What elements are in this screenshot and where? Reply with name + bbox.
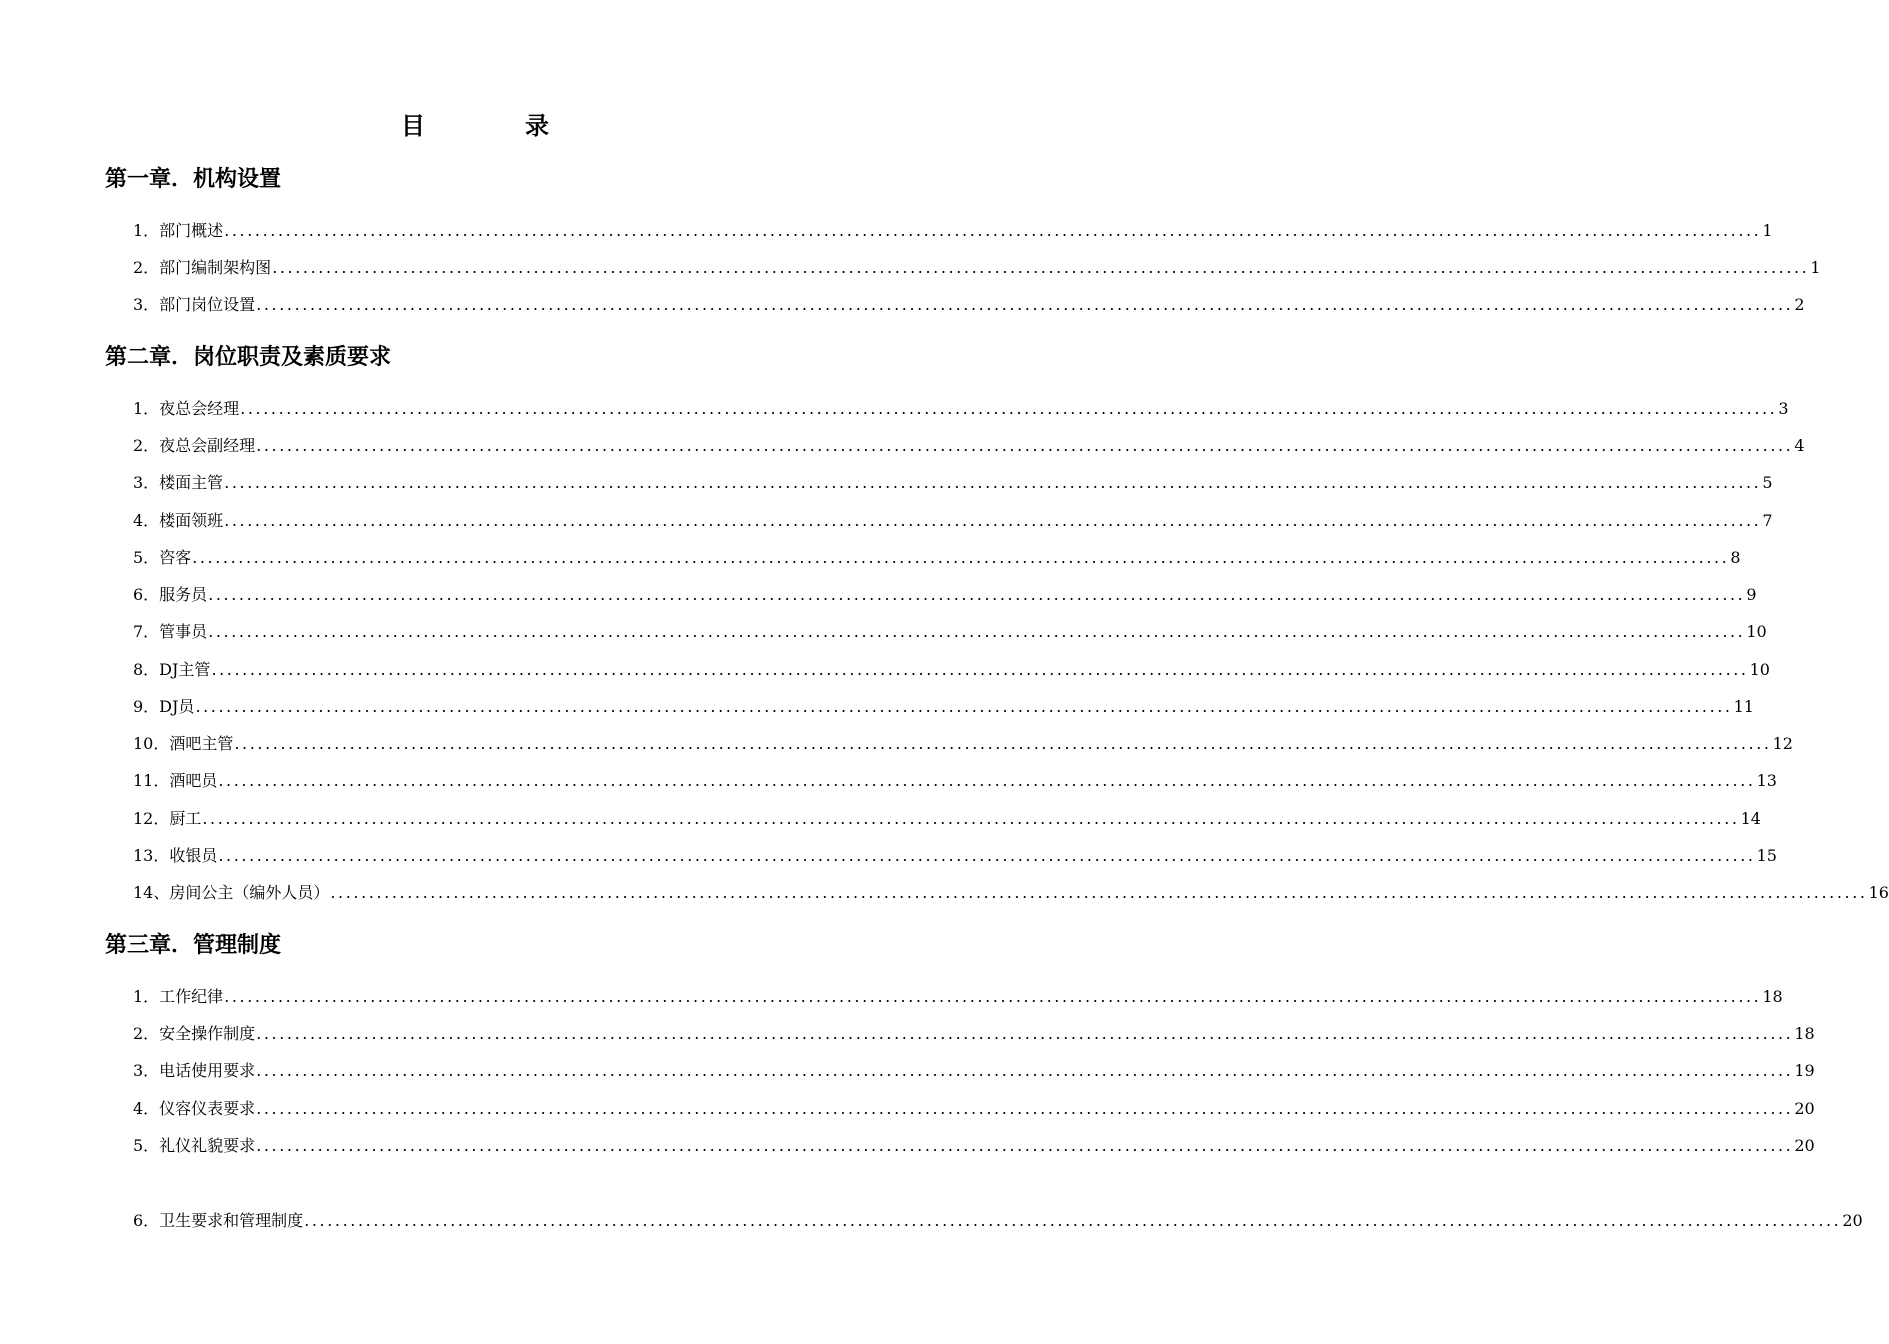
toc-leader: ........................................................................................................................................................................................................ [256, 1099, 1794, 1118]
toc-entry[interactable] [133, 545, 1741, 567]
toc-entry[interactable] [133, 1058, 1815, 1080]
toc-entry-label: 7．管事员 [133, 622, 208, 641]
toc-entry[interactable] [133, 731, 1793, 753]
toc-entry-label: 4．仪容仪表要求 [133, 1099, 256, 1118]
toc-leader: ........................................................................................................................................................................................................ [256, 1136, 1794, 1155]
toc-leader: ........................................................................................................................................................................................................ [224, 221, 1762, 240]
toc-entry-page: 10 [1746, 622, 1767, 641]
toc-entry-label: 1．夜总会经理 [133, 399, 240, 418]
toc-entry-label: 4．楼面领班 [133, 511, 224, 530]
toc-leader: ........................................................................................................................................................................................................ [195, 697, 1733, 716]
toc-leader: ........................................................................................................................................................................................................ [224, 511, 1762, 530]
toc-leader: ........................................................................................................................................................................................................ [208, 622, 1746, 641]
toc-entry[interactable] [133, 1096, 1815, 1118]
toc-leader: ........................................................................................................................................................................................................ [256, 1024, 1794, 1043]
toc-entry[interactable] [133, 396, 1789, 418]
chapter-heading: 第一章．机构设置 [105, 167, 282, 192]
toc-entry[interactable] [133, 880, 1889, 902]
toc-entry-page: 11 [1733, 697, 1754, 716]
toc-entry-page: 18 [1762, 987, 1783, 1006]
toc-entry-label: 8．DJ主管 [133, 660, 211, 679]
toc-entry-page: 4 [1794, 436, 1805, 455]
toc-entry-page: 2 [1794, 295, 1805, 314]
toc-leader: ........................................................................................................................................................................................................ [330, 883, 1868, 902]
toc-entry-page: 1 [1810, 258, 1821, 277]
toc-leader: ........................................................................................................................................................................................................ [272, 258, 1810, 277]
toc-leader: ........................................................................................................................................................................................................ [211, 660, 1749, 679]
toc-entry-label: 1．部门概述 [133, 221, 224, 240]
toc-entry-label: 2．夜总会副经理 [133, 436, 256, 455]
toc-entry[interactable] [133, 582, 1757, 604]
toc-entry-label: 6．服务员 [133, 585, 208, 604]
document-title [0, 106, 950, 141]
toc-entry-page: 10 [1749, 660, 1770, 679]
toc-entry-label: 9．DJ员 [133, 697, 195, 716]
toc-entry[interactable] [133, 768, 1777, 790]
toc-leader: ........................................................................................................................................................................................................ [218, 846, 1756, 865]
toc-entry-page: 20 [1842, 1211, 1863, 1230]
toc-entry-page: 13 [1756, 771, 1777, 790]
toc-entry-page: 8 [1730, 548, 1741, 567]
toc-entry-label: 3．部门岗位设置 [133, 295, 256, 314]
toc-entry-label: 3．楼面主管 [133, 473, 224, 492]
toc-leader: ........................................................................................................................................................................................................ [224, 473, 1762, 492]
toc-entry[interactable] [133, 843, 1777, 865]
toc-entry-label: 2．安全操作制度 [133, 1024, 256, 1043]
chapter-heading: 第二章．岗位职责及素质要求 [105, 345, 392, 370]
toc-entry[interactable] [133, 1133, 1815, 1155]
toc-leader: ........................................................................................................................................................................................................ [256, 1061, 1794, 1080]
toc-leader: ........................................................................................................................................................................................................ [304, 1211, 1842, 1230]
toc-entry-label: 11．酒吧员 [133, 771, 218, 790]
toc-leader: ........................................................................................................................................................................................................ [202, 809, 1740, 828]
toc-entry-label: 12．厨工 [133, 809, 202, 828]
toc-entry[interactable] [133, 694, 1754, 716]
toc-entry-page: 14 [1740, 809, 1761, 828]
toc-entry-label: 6．卫生要求和管理制度 [133, 1211, 304, 1230]
toc-entry-label: 3．电话使用要求 [133, 1061, 256, 1080]
toc-entry-label: 13．收银员 [133, 846, 218, 865]
toc-entry[interactable] [133, 1208, 1863, 1230]
toc-entry[interactable] [133, 984, 1783, 1006]
toc-leader: ........................................................................................................................................................................................................ [240, 399, 1778, 418]
toc-entry-page: 3 [1778, 399, 1789, 418]
toc-entry[interactable] [133, 292, 1805, 314]
toc-leader: ........................................................................................................................................................................................................ [192, 548, 1730, 567]
toc-leader: ........................................................................................................................................................................................................ [256, 436, 1794, 455]
toc-entry-page: 19 [1794, 1061, 1815, 1080]
toc-entry-page: 12 [1772, 734, 1793, 753]
toc-entry[interactable] [133, 657, 1770, 679]
chapter-heading: 第三章．管理制度 [105, 933, 282, 958]
toc-entry[interactable] [133, 806, 1761, 828]
toc-entry-page: 15 [1756, 846, 1777, 865]
toc-entry-label: 10．酒吧主管 [133, 734, 234, 753]
toc-leader: ........................................................................................................................................................................................................ [234, 734, 1772, 753]
toc-leader: ........................................................................................................................................................................................................ [218, 771, 1756, 790]
title-char-right: 录 [525, 112, 549, 140]
toc-entry-label: 5．礼仪礼貌要求 [133, 1136, 256, 1155]
toc-entry-page: 5 [1762, 473, 1773, 492]
toc-entry-page: 7 [1762, 511, 1773, 530]
toc-entry-page: 20 [1794, 1136, 1815, 1155]
toc-entry[interactable] [133, 508, 1773, 530]
toc-entry[interactable] [133, 619, 1767, 641]
toc-entry-label: 5．咨客 [133, 548, 192, 567]
toc-entry-page: 20 [1794, 1099, 1815, 1118]
toc-leader: ........................................................................................................................................................................................................ [208, 585, 1746, 604]
toc-entry[interactable] [133, 470, 1773, 492]
toc-leader: ........................................................................................................................................................................................................ [256, 295, 1794, 314]
toc-entry-page: 9 [1746, 585, 1757, 604]
title-char-left: 目 [401, 112, 425, 140]
toc-entry-label: 14、房间公主（编外人员） [133, 883, 330, 902]
toc-entry[interactable] [133, 255, 1821, 277]
toc-entry[interactable] [133, 1021, 1815, 1043]
toc-leader: ........................................................................................................................................................................................................ [224, 987, 1762, 1006]
toc-entry[interactable] [133, 218, 1773, 240]
toc-entry-page: 1 [1762, 221, 1773, 240]
toc-entry-label: 2．部门编制架构图 [133, 258, 272, 277]
toc-entry[interactable] [133, 433, 1805, 455]
toc-entry-page: 16 [1868, 883, 1889, 902]
toc-entry-label: 1．工作纪律 [133, 987, 224, 1006]
toc-entry-page: 18 [1794, 1024, 1815, 1043]
